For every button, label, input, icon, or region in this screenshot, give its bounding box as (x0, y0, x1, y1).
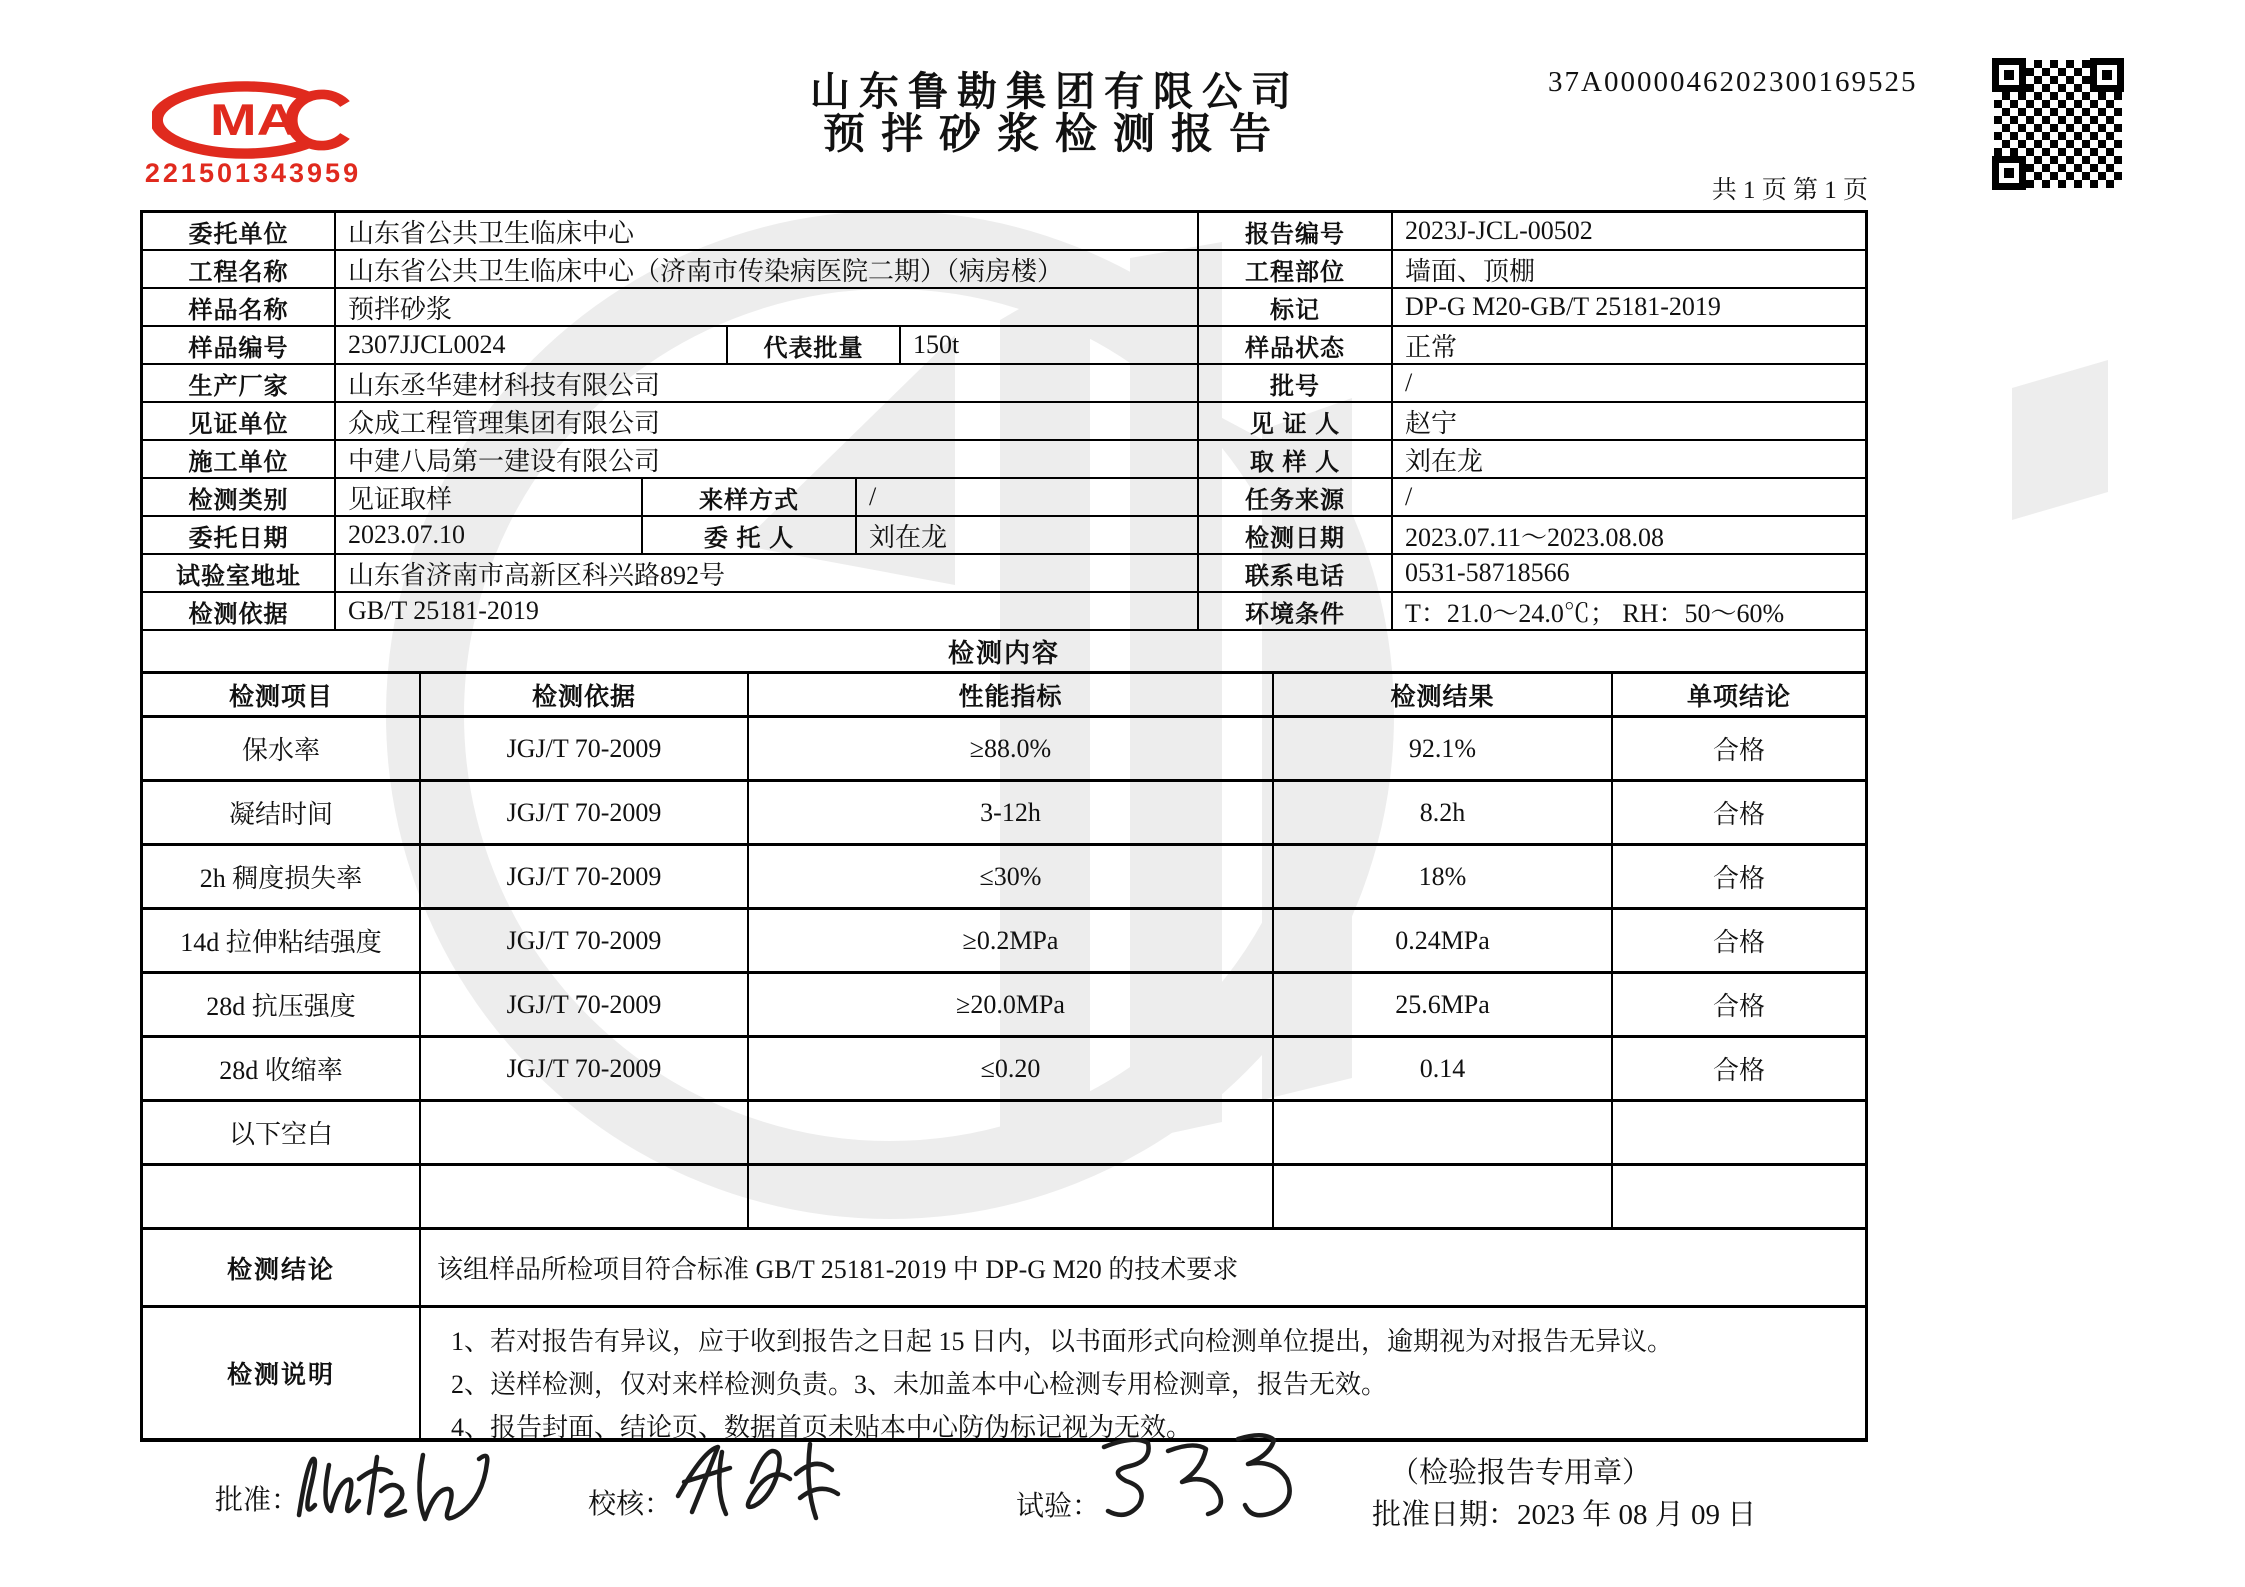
result-cell (1274, 1166, 1613, 1227)
result-cell: 凝结时间 (143, 782, 421, 843)
info-row (143, 327, 1865, 365)
result-row (143, 846, 1865, 910)
result-row (143, 782, 1865, 846)
info-value: 墙面、顶棚 (1405, 256, 1536, 286)
column-header: 单项结论 (1686, 682, 1791, 711)
info-label: 来样方式 (643, 479, 857, 515)
result-row (143, 1166, 1865, 1230)
result-cell (143, 1166, 421, 1227)
info-label: 代表批量 (728, 327, 901, 363)
conclusion-text: 该组样品所检项目符合标准 GB/T 25181-2019 中 DP-G M20 的技术要求 (437, 1255, 1239, 1284)
info-row (143, 517, 1865, 555)
seal-note: （检验报告专用章） (1390, 1457, 1652, 1489)
info-value: 山东丞华建材科技有限公司 (336, 365, 1199, 401)
approve-signature-ink (285, 1435, 505, 1545)
results-header-row (143, 674, 1865, 718)
result-cell: ≤30% (749, 846, 1274, 907)
result-cell (1274, 1102, 1613, 1163)
result-cell: JGJ/T 70-2009 (421, 1038, 749, 1099)
note-line: 2、送样检测，仅对来样检测负责。3、未加盖本中心检测专用检测章，报告无效。 (451, 1370, 1388, 1399)
info-value: 2023J-JCL-00502 (1405, 216, 1593, 245)
note-line: 4、报告封面、结论页、数据首页未贴本中心防伪标记视为无效。 (451, 1413, 1193, 1438)
result-cell: JGJ/T 70-2009 (421, 846, 749, 907)
result-cell: 0.24MPa (1274, 910, 1613, 971)
info-value: 山东省公共卫生临床中心 (336, 213, 1199, 249)
result-cell: JGJ/T 70-2009 (421, 910, 749, 971)
result-cell (1613, 1102, 1865, 1163)
result-cell: 合格 (1712, 800, 1765, 829)
info-value: T：21.0～24.0℃； RH：50～60% (1405, 598, 1785, 628)
result-row (143, 1038, 1865, 1102)
info-value: 众成工程管理集团有限公司 (336, 403, 1199, 439)
column-header: 检测结果 (1274, 674, 1613, 715)
info-row (143, 365, 1865, 403)
info-value: DP-G M20-GB/T 25181-2019 (1405, 292, 1721, 321)
result-cell: 合格 (1712, 736, 1765, 765)
info-label: 委 托 人 (643, 517, 857, 553)
result-cell: 合格 (1712, 928, 1765, 957)
qr-finder-icon (1992, 58, 2026, 92)
result-cell: JGJ/T 70-2009 (421, 782, 749, 843)
result-row (143, 1102, 1865, 1166)
check-label: 校核： (588, 1489, 673, 1520)
cma-accreditation-number: 221501343959 (144, 158, 362, 188)
result-cell (1613, 1166, 1865, 1227)
info-label: 生产厂家 (143, 365, 336, 401)
info-row (143, 289, 1865, 327)
note-line: 1、若对报告有异议，应于收到报告之日起 15 日内，以书面形式向检测单位提出，逾期视为对报告无异议。 (451, 1327, 1674, 1356)
info-value: 山东省公共卫生临床中心（济南市传染病医院二期）（病房楼） (336, 251, 1199, 287)
notes-row (143, 1308, 1865, 1438)
info-value: 2307JJCL0024 (336, 327, 728, 363)
result-cell: ≥0.2MPa (749, 910, 1274, 971)
conclusion-row (143, 1230, 1865, 1308)
svg-text:MA: MA (210, 94, 298, 145)
result-cell (749, 1166, 1274, 1227)
info-row (143, 479, 1865, 517)
info-label: 工程名称 (143, 251, 336, 287)
info-value: 预拌砂浆 (336, 289, 1199, 325)
column-header: 检测依据 (421, 674, 749, 715)
result-cell: 合格 (1712, 864, 1765, 893)
conclusion-label: 检测结论 (143, 1230, 421, 1305)
result-cell: 合格 (1712, 992, 1765, 1021)
info-label: 试验室地址 (143, 555, 336, 591)
result-cell: 以下空白 (143, 1102, 421, 1163)
result-cell: 28d 抗压强度 (143, 974, 421, 1035)
info-label: 见 证 人 (1199, 403, 1393, 439)
result-cell: ≤0.20 (749, 1038, 1274, 1099)
result-cell: 合格 (1712, 1056, 1765, 1085)
info-label: 批号 (1199, 365, 1393, 401)
report-title: 预拌砂浆检测报告 (822, 110, 1287, 157)
info-label: 环境条件 (1199, 593, 1393, 629)
info-label: 委托单位 (143, 213, 336, 249)
info-value: 2023.07.10 (336, 517, 643, 553)
result-row (143, 718, 1865, 782)
info-value: 0531-58718566 (1405, 558, 1570, 587)
result-cell: 25.6MPa (1274, 974, 1613, 1035)
info-label: 工程部位 (1199, 251, 1393, 287)
report-table (140, 210, 1868, 1442)
test-signature-ink (1082, 1415, 1312, 1555)
report-barcode-number: 37A0000046202300169525 (1548, 66, 1918, 98)
page-indicator: 共 1 页 第 1 页 (1711, 177, 1868, 204)
info-value: 见证取样 (336, 479, 643, 515)
info-label: 标记 (1199, 289, 1393, 325)
info-value: GB/T 25181-2019 (336, 593, 1199, 629)
info-value: 中建八局第一建设有限公司 (336, 441, 1199, 477)
result-cell: JGJ/T 70-2009 (421, 718, 749, 779)
result-cell (421, 1102, 749, 1163)
result-cell: 2h 稠度损失率 (143, 846, 421, 907)
result-row (143, 974, 1865, 1038)
info-row (143, 555, 1865, 593)
info-label: 取 样 人 (1199, 441, 1393, 477)
result-cell: 28d 收缩率 (143, 1038, 421, 1099)
info-row (143, 593, 1865, 631)
info-value: / (1405, 368, 1413, 397)
info-value: 山东省济南市高新区科兴路892号 (336, 555, 1199, 591)
result-cell: ≥88.0% (749, 718, 1274, 779)
result-cell: ≥20.0MPa (749, 974, 1274, 1035)
result-cell: 92.1% (1274, 718, 1613, 779)
info-label: 施工单位 (143, 441, 336, 477)
test-label: 试验： (1016, 1491, 1101, 1522)
info-value: 刘在龙 (857, 517, 1199, 553)
result-cell: 8.2h (1274, 782, 1613, 843)
info-label: 报告编号 (1199, 213, 1393, 249)
info-label: 样品名称 (143, 289, 336, 325)
info-row (143, 251, 1865, 289)
info-label: 委托日期 (143, 517, 336, 553)
info-value: 刘在龙 (1405, 446, 1484, 476)
info-label: 联系电话 (1199, 555, 1393, 591)
approve-label: 批准： (215, 1485, 300, 1516)
approve-date: 批准日期：2023 年 08 月 09 日 (1372, 1499, 1757, 1531)
cma-logo-icon (152, 80, 352, 160)
notes-label: 检测说明 (143, 1308, 421, 1438)
company-name: 山东鲁勘集团有限公司 (810, 70, 1300, 114)
qr-finder-icon (1992, 156, 2026, 190)
info-value: 正常 (1405, 332, 1458, 362)
result-cell: 3-12h (749, 782, 1274, 843)
column-header: 检测项目 (143, 674, 421, 715)
result-cell (749, 1102, 1274, 1163)
info-row (143, 213, 1865, 251)
qr-finder-icon (2090, 58, 2124, 92)
info-label: 检测依据 (143, 593, 336, 629)
info-value: / (1405, 482, 1413, 511)
column-header: 性能指标 (749, 674, 1274, 715)
result-row (143, 910, 1865, 974)
result-cell: 0.14 (1274, 1038, 1613, 1099)
info-row (143, 403, 1865, 441)
info-value: 2023.07.11～2023.08.08 (1405, 522, 1665, 552)
info-label: 样品编号 (143, 327, 336, 363)
info-value: 150t (901, 327, 1199, 363)
section-title: 检测内容 (143, 631, 1865, 674)
result-cell: 18% (1274, 846, 1613, 907)
info-label: 检测类别 (143, 479, 336, 515)
result-cell: JGJ/T 70-2009 (421, 974, 749, 1035)
info-label: 见证单位 (143, 403, 336, 439)
result-cell: 保水率 (143, 718, 421, 779)
check-signature-ink (660, 1430, 890, 1540)
info-label: 样品状态 (1199, 327, 1393, 363)
info-row (143, 441, 1865, 479)
result-cell: 14d 拉伸粘结强度 (143, 910, 421, 971)
result-cell (421, 1166, 749, 1227)
info-label: 检测日期 (1199, 517, 1393, 553)
info-value: 赵宁 (1405, 408, 1458, 438)
info-label: 任务来源 (1199, 479, 1393, 515)
qr-code (1992, 58, 2124, 190)
info-value: / (857, 479, 1199, 515)
